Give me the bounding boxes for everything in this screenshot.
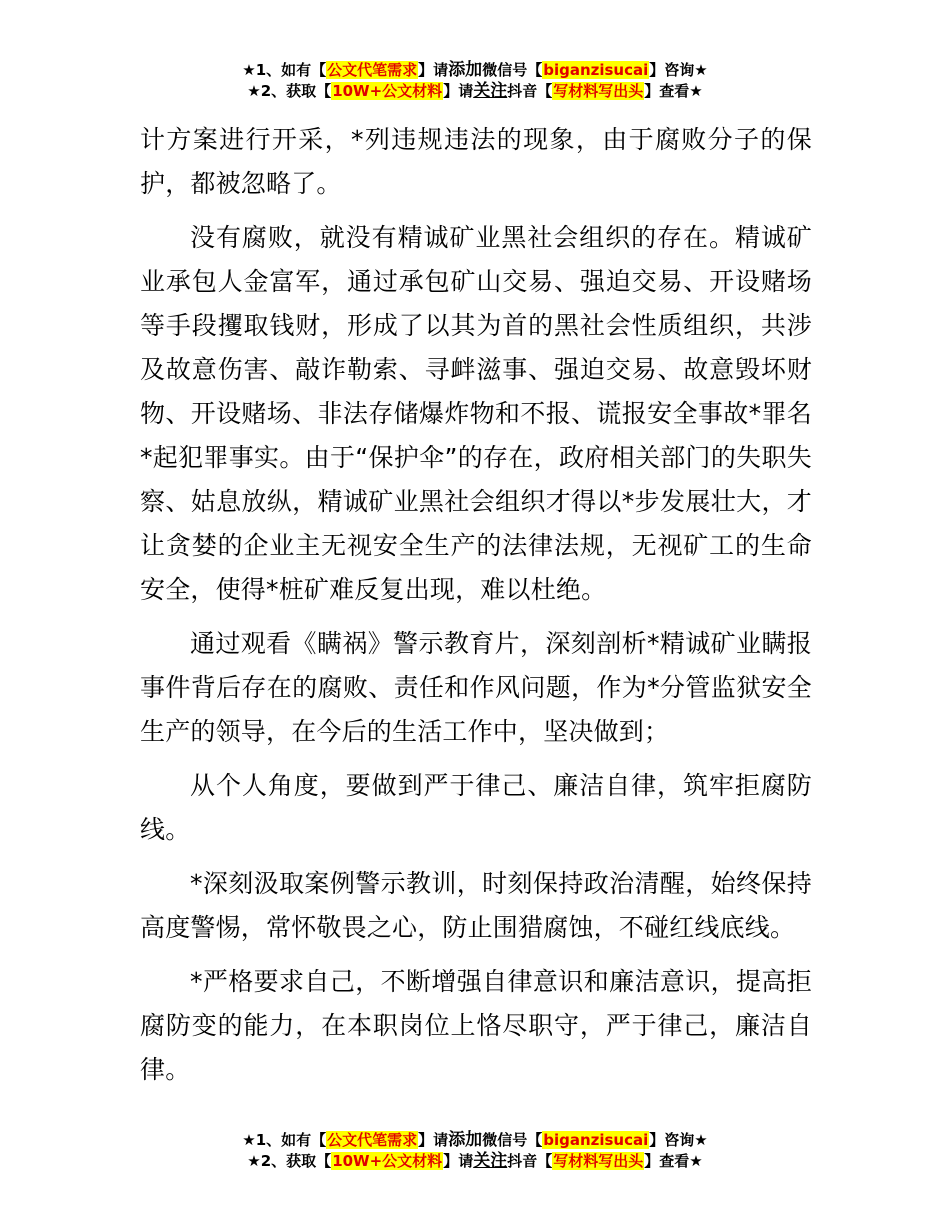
- banner-emphasis: 关注: [473, 1151, 508, 1171]
- star-icon: ★: [242, 1131, 256, 1149]
- banner-text: 】请: [418, 1131, 449, 1149]
- banner-text: 1、如有【: [255, 1131, 327, 1149]
- paragraph: 计方案进行开采，*列违规违法的现象，由于腐败分子的保护，都被忽略了。: [140, 125, 812, 198]
- banner-text: 微信号【: [482, 1131, 543, 1149]
- banner-text: 】请: [443, 1152, 474, 1170]
- highlight-service: 公文代笔需求: [327, 1131, 418, 1149]
- header-banner: [0, 60, 950, 102]
- highlight-materials: 10W+公文材料: [332, 1152, 443, 1170]
- banner-text: 】查看: [644, 1152, 690, 1170]
- paragraph: 没有腐败，就没有精诚矿业黑社会组织的存在。精诚矿业承包人金富军，通过承包矿山交易、强迫交易、开设赌场等手段攫取钱财，形成了以其为首的黑社会性质组织，共涉及故意伤害、敲诈勒索、寻衅滋事、强迫交易、故意毁坏财物、开设赌场、非法存储爆炸物和不报、谎报安全事故*罪名*起犯罪事实。由于“保护伞”的存在，政府相关部门的失职失察、姑息放纵，精诚矿业黑社会组织才得以*步发展壮大，才让贪婪的企业主无视安全生产的法律法规，无视矿工的生命安全，使得*桩矿难反复出现，难以杜绝。: [140, 223, 812, 604]
- paragraph: *深刻汲取案例警示教训，时刻保持政治清醒，始终保持高度警惕，常怀敬畏之心，防止围猎腐蚀，不碰红线底线。: [140, 869, 812, 942]
- banner-text: 微信号【: [482, 61, 543, 79]
- star-icon: ★: [689, 82, 703, 100]
- paragraph: 从个人角度，要做到严于律己、廉洁自律，筑牢拒腐防线。: [140, 771, 812, 844]
- highlight-douyin-id: 写材料写出头: [553, 1152, 644, 1170]
- banner-line-2: [0, 1151, 950, 1172]
- banner-line-1: [0, 60, 950, 81]
- star-icon: ★: [247, 82, 261, 100]
- highlight-douyin-id: 写材料写出头: [553, 82, 644, 100]
- banner-text: 】请: [443, 82, 474, 100]
- banner-text: 】咨询: [649, 61, 695, 79]
- paragraph: 通过观看《瞒祸》警示教育片，深刻剖析*精诚矿业瞒报事件背后存在的腐败、责任和作风问题，作为*分管监狱安全生产的领导，在今后的生活工作中，坚决做到；: [140, 629, 812, 746]
- paragraph: *严格要求自己，不断增强自律意识和廉洁意识，提高拒腐防变的能力，在本职岗位上恪尽职守，严于律己，廉洁自律。: [140, 967, 812, 1084]
- banner-text: 】请: [418, 61, 449, 79]
- banner-text: 1、如有【: [255, 61, 327, 79]
- banner-text: 2、获取【: [260, 1152, 332, 1170]
- banner-text: 2、获取【: [260, 82, 332, 100]
- highlight-wechat-id: biganzisucai: [543, 61, 649, 79]
- banner-text: 抖音【: [507, 1152, 553, 1170]
- highlight-materials: 10W+公文材料: [332, 82, 443, 100]
- star-icon: ★: [242, 61, 256, 79]
- star-icon: ★: [689, 1152, 703, 1170]
- banner-text: 抖音【: [507, 82, 553, 100]
- banner-line-1: [0, 1130, 950, 1151]
- banner-text: 】咨询: [649, 1131, 695, 1149]
- document-body: [140, 118, 812, 1102]
- highlight-service: 公文代笔需求: [327, 61, 418, 79]
- star-icon: ★: [694, 1131, 708, 1149]
- highlight-wechat-id: biganzisucai: [543, 1131, 649, 1149]
- star-icon: ★: [694, 61, 708, 79]
- banner-text: 】查看: [644, 82, 690, 100]
- banner-emphasis: 添加: [448, 1130, 483, 1150]
- star-icon: ★: [247, 1152, 261, 1170]
- footer-banner: [0, 1130, 950, 1172]
- banner-line-2: [0, 81, 950, 102]
- banner-emphasis: 添加: [448, 60, 483, 80]
- banner-emphasis: 关注: [473, 81, 508, 101]
